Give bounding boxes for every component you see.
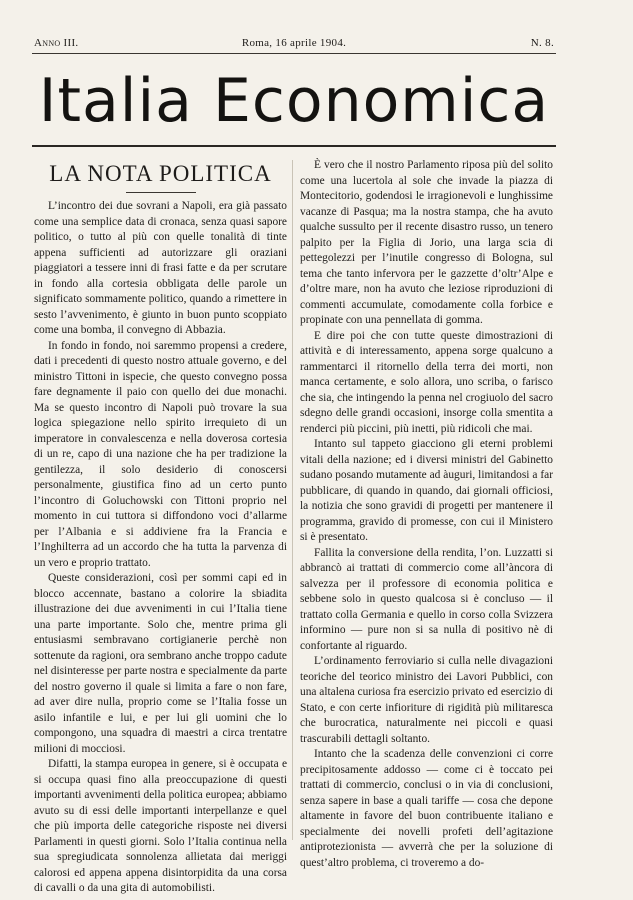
- page-header: [34, 37, 554, 51]
- paragraph: Fallita la conversione della rendita, l’on. Luzzatti si abbrancò ai trattati di commercio come all’àncora di salvezza per il professore di economia politica e sebbene solo in questo qualcosa si è concluso — il trattato colla Germania e quello in corso colla Svizzera informino — pure non si sa nulla di positivo nè di confortante al riguardo.: [300, 546, 553, 652]
- paragraph: L’ordinamento ferroviario si culla nelle divagazioni teoriche del teorico ministro dei Lavori Pubblici, con una altalena curiosa fra esercizio privato ed esercizio di Stato, e con certe infioriture di rigidità più militaresca che burocratica, naturalmente nei piccoli e quasi trascurabili dettagli soltanto.: [300, 655, 553, 745]
- masthead-title: Italia Economica: [38, 66, 550, 136]
- article-title: LA NOTA POLITICA: [49, 161, 272, 186]
- paragraph: Intanto sul tappeto giacciono gli eterni problemi vitali della nazione; ed i diversi ministri del Gabinetto sudano posando mutamente ad àuguri, limitandosi a far pubblicare, di quando in quando, dai giornali officiosi, la notizia che sono gravidi di progetti per mantenere il programma, gravido di promesse, con cui il Ministero si è presentato.: [300, 438, 553, 543]
- column-divider: [292, 160, 293, 840]
- year-label: Anno III.: [34, 37, 79, 49]
- paragraph: Queste considerazioni, così per sommi capi ed in blocco accennate, bastano a colorire la sbiadita illustrazione dei due avvenimenti in cui l’Italia tiene una parte importante. Solo che, mentre prima gli entusiasmi sembravano cortigianerie perchè non sottenute da ragioni, ora sembrano anche troppo cadute nel disinteresse per parte nostra e specialmente da parte del nostro governo il quale si limita a fare o non fare, ad aver dire nulla, proprio come se l’Italia fosse un asilo infantile e lui, e per lui gli uomini che lo compongono, una squadra di maestri a circa trentatre milioni di mocciosi.: [34, 572, 288, 755]
- paragraph: È vero che il nostro Parlamento riposa più del solito come una lucertola al sole che invade la piazza di Montecitorio, godendosi le irragionevoli e lunghissime vacanze di Pasqua; ma la nostra stampa, che ha avuto qualche sussulto per il recente disastro russo, un tenero palpito per la Figlia di Jorio, una larga scia di pettegolezzi per l’inutile congresso di Bologna, sul tema che tanto infervora per le gazzette d’oltr’Alpe e d’oltre mare, non ha avuto che leziose riproduzioni di commenti accumulate, comodamente colla forbice e propinate con una pennellata di gomma.: [300, 159, 553, 326]
- masthead-rule: [32, 145, 556, 147]
- paragraph: Intanto che la scadenza delle convenzioni ci corre precipitosamente addosso — come ci è toccato pei trattati di commercio, conclusi o in via di conclusioni, senza sapere in base a quali tariffe — cosa che depone altamente in favore del buon contribuente italiano e specialmente dei novelli profeti dell’agitazione antiprotezionista — avverrà che per la soluzione di quest’altro problema, ci troveremo a do-: [300, 748, 553, 869]
- right-column: [300, 158, 553, 871]
- paragraph: In fondo in fondo, noi saremmo propensi a credere, dati i precedenti di questo nostro attuale governo, e del ministro Tittoni in ispecie, che questo convegno possa fare degnamente il paio con quello dei due monachi. Ma se questo incontro di Napoli può trovare la sua logica spiegazione nello spirito irrequieto di un imperatore in convalescenza e nella doverosa cortesia di un re, capo di una nazione che ha per tradizione la gentilezza, il solo desiderio di conoscersi personalmente, giustifica fino ad un certo punto l’incontro di Goluchowski con Tittoni proprio nel momento in cui tuttora si diffondono voci d’allarme per l’Albania e si addiviene fra la Francia e l’Inghilterra ad un accordo che ha tutta la parvenza di un vero e proprio trattato.: [34, 339, 287, 569]
- title-rule: [126, 192, 196, 193]
- paragraph: L’incontro dei due sovrani a Napoli, era già passato come una semplice data di cronaca, senza quasi sapore politico, o tutto al più con quelle tonalità di tinte appena sufficienti ad autorizzare gli oraziani piaggiatori a tessere inni di frasi fatte e da per scrutare in fondo alla cortesia obbligata delle parole un significato sommamente politico, quando a rimettere in sesto l’avvenimento, è giunto in buon punto scoppiato come una bomba, il convegno di Abbazia.: [34, 200, 287, 336]
- paragraph: E dire poi che con tutte queste dimostrazioni di attività e di interessamento, appena sorge qualcuno a rammentarci il ritornello della terra dei morti, non manca certamente, e solo allora, uno scriba, o farisco che sia, che intingendo la penna nel crogiuolo del sacro sdegno delle grandi occasioni, insorge colla smentita a renderci più piccini, più inetti, più ridicoli che mai.: [300, 329, 553, 435]
- paragraph: Difatti, la stampa europea in genere, si è occupata e si occupa quasi fino alla preoccupazione di questi importanti avvenimenti della politica europea; abbiamo avuto su di essi delle importanti interpellanze e quel che più importa delle categoriche risposte nei diversi Parlamenti in questi giorni. Solo l’Italia continua nella sua spregiudicata sonnolenza allietata dai meriggi calorosi ed appena appena disintorpidita da una corsa di cavalli o da una gita di automobilisti.: [34, 758, 287, 894]
- issue-date: Roma, 16 aprile 1904.: [241, 37, 347, 49]
- left-column: [34, 158, 287, 897]
- issue-number: N. 8.: [530, 37, 554, 49]
- header-rule: [32, 53, 556, 54]
